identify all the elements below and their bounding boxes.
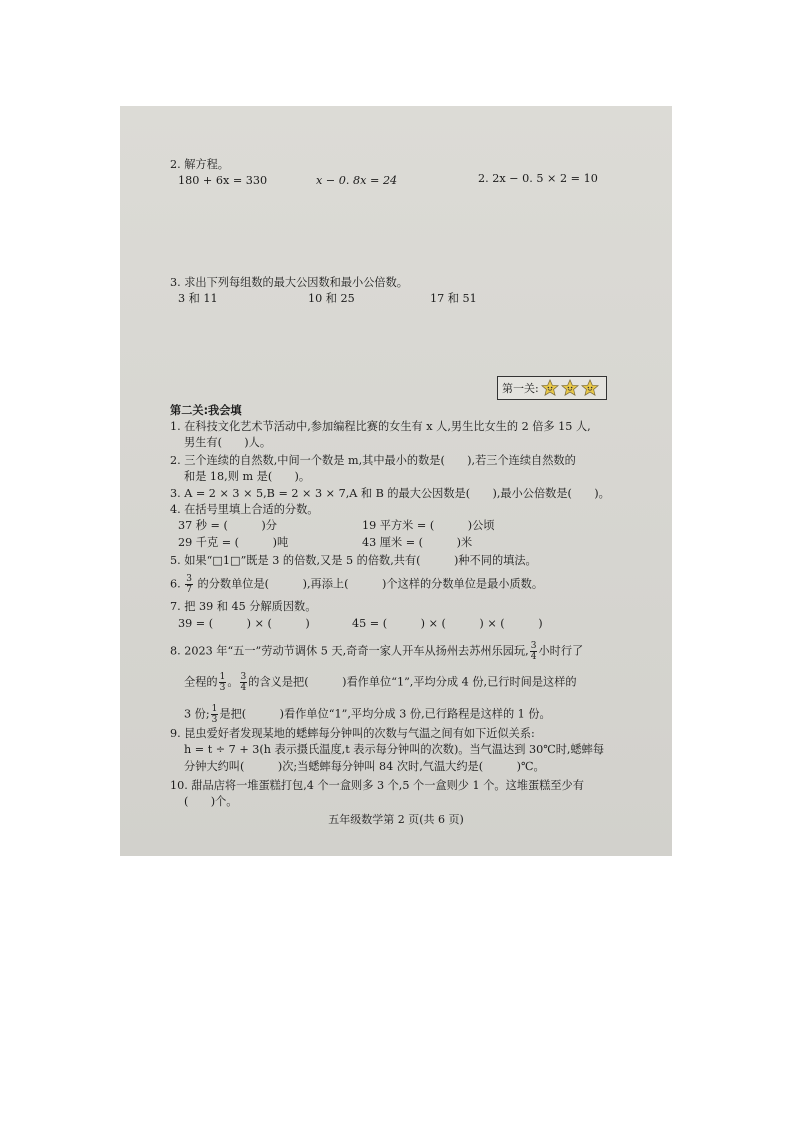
page-footer: 五年级数学第 2 页(共 6 页)	[328, 813, 464, 826]
q8-fraction-3	[240, 672, 248, 693]
section2-title: 第二关:我会填	[170, 404, 242, 417]
q8-fraction-4	[211, 704, 219, 725]
q8-fraction-4-num: 1	[211, 704, 218, 714]
q7-item-b: 45 = ( ) × ( ) × ( )	[352, 617, 543, 630]
q1-line-1: 1. 在科技文化艺术节活动中,参加编程比赛的女生有 x 人,男生比女生的 2 倍多 15 人,	[170, 420, 591, 433]
smiley-star-icon	[581, 379, 599, 397]
q8-text-4: 。	[227, 675, 239, 689]
smiley-star-icon	[561, 379, 579, 397]
q8-text-7: 是把( )看作单位“1”,平均分成 3 份,已行路程是这样的 1 份。	[219, 707, 551, 721]
q6-fraction-den: 7	[186, 585, 192, 595]
q8-fraction-3-num: 3	[240, 672, 247, 682]
q8-text-3: 全程的	[184, 675, 218, 689]
q2-equation-3: 2. 2x − 0. 5 × 2 = 10	[478, 172, 598, 185]
q6-rest: 的分数单位是( ),再添上( )个这样的分数单位是最小质数。	[197, 577, 544, 591]
q8-line-3	[184, 704, 551, 725]
q8-fraction-2-num: 1	[219, 672, 226, 682]
q3-title: 3. 求出下列每组数的最大公因数和最小公倍数。	[170, 276, 408, 289]
q8-line-1	[170, 641, 583, 662]
q4-item-d: 43 厘米 = ( )米	[362, 536, 473, 549]
q5-line: 5. 如果“□1□”既是 3 的倍数,又是 5 的倍数,共有( )种不同的填法。	[170, 554, 537, 567]
q9-line-3: 分钟大约叫( )次;当蟋蟀每分钟叫 84 次时,气温大约是( )℃。	[184, 760, 545, 773]
q8-fraction-1	[530, 641, 538, 662]
q8-fraction-3-den: 4	[240, 683, 247, 693]
q2-equation-1: 180 + 6x = 330	[178, 174, 268, 187]
q9-line-2: h = t ÷ 7 + 3(h 表示摄氏温度,t 表示每分钟叫的次数)。当气温达到 30℃时,蟋蟀每	[184, 743, 605, 756]
q8-line-2	[184, 672, 577, 693]
q4-item-b: 19 平方米 = ( )公顷	[362, 519, 495, 532]
q7-item-a: 39 = ( ) × ( )	[178, 617, 310, 630]
q8-text-2: 小时行了	[538, 644, 584, 658]
q6-fraction	[185, 574, 193, 595]
q8-text-6: 3 份;	[184, 707, 210, 721]
q2-fill-line-1: 2. 三个连续的自然数,中间一个数是 m,其中最小的数是( ),若三个连续自然数的	[170, 454, 576, 467]
q7-title: 7. 把 39 和 45 分解质因数。	[170, 600, 317, 613]
q9-line-1: 9. 昆虫爱好者发现某地的蟋蟀每分钟叫的次数与气温之间有如下近似关系:	[170, 727, 535, 740]
q2-title: 2. 解方程。	[170, 158, 229, 171]
q3-group-2: 10 和 25	[308, 292, 355, 305]
q1-line-2: 男生有( )人。	[184, 436, 272, 449]
q8-text-5: 的含义是把( )看作单位“1”,平均分成 4 份,已行时间是这样的	[248, 675, 577, 689]
q6-line	[170, 574, 543, 595]
q3-group-3: 17 和 51	[430, 292, 477, 305]
smiley-star-icon	[541, 379, 559, 397]
q8-fraction-1-num: 3	[530, 641, 537, 651]
q10-line-1: 10. 甜品店将一堆蛋糕打包,4 个一盒则多 3 个,5 个一盒则少 1 个。这堆蛋糕至少有	[170, 779, 584, 792]
q4-title: 4. 在括号里填上合适的分数。	[170, 503, 319, 516]
q6-prefix: 6.	[170, 577, 181, 591]
q8-fraction-4-den: 3	[211, 715, 218, 725]
q6-fraction-num: 3	[186, 574, 192, 584]
q8-text-1: 8. 2023 年“五一”劳动节调休 5 天,奇奇一家人开车从扬州去苏州乐园玩,	[170, 644, 529, 658]
scanned-page	[120, 106, 672, 856]
level-badge	[497, 376, 607, 400]
q4-item-a: 37 秒 = ( )分	[178, 519, 277, 532]
q3-group-1: 3 和 11	[178, 292, 218, 305]
q8-fraction-1-den: 4	[530, 652, 537, 662]
q2-fill-line-2: 和是 18,则 m 是( )。	[184, 470, 311, 483]
q8-fraction-2	[219, 672, 227, 693]
level-badge-label: 第一关:	[502, 382, 539, 395]
q3-fill-line: 3. A = 2 × 3 × 5,B = 2 × 3 × 7,A 和 B 的最大公因数是( ),最小公倍数是( )。	[170, 487, 610, 500]
q8-fraction-2-den: 3	[219, 683, 226, 693]
q10-line-2: ( )个。	[184, 795, 238, 808]
q4-item-c: 29 千克 = ( )吨	[178, 536, 289, 549]
q2-equation-2: x − 0. 8x = 24	[316, 174, 398, 187]
